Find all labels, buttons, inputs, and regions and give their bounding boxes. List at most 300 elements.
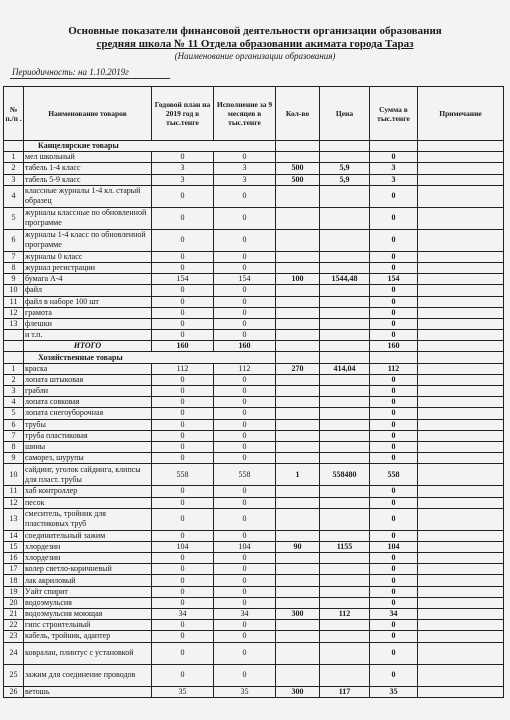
note-cell	[418, 229, 504, 251]
table-row	[4, 541, 504, 552]
item-name-cell: грамота	[24, 307, 152, 318]
execution-cell: 558	[214, 464, 276, 486]
item-name-cell: лопата совковая	[24, 397, 152, 408]
row-number-cell: 12	[4, 497, 24, 508]
note-cell	[418, 330, 504, 341]
sum-cell: 3	[370, 163, 418, 174]
row-number-cell: 9	[4, 453, 24, 464]
execution-cell: 112	[214, 363, 276, 374]
plan-cell: 0	[152, 408, 214, 419]
item-name-cell: сайдинг, уголок сайдинга, клипсы для пласт. трубы	[24, 464, 152, 486]
table-row	[4, 464, 504, 486]
item-name-cell: труба пластиковая	[24, 430, 152, 441]
execution-cell: 0	[214, 575, 276, 586]
note-cell	[418, 586, 504, 597]
execution-cell: 0	[214, 597, 276, 608]
row-number-cell: 20	[4, 597, 24, 608]
item-name-cell: журнал регистрации	[24, 262, 152, 273]
execution-cell: 0	[214, 296, 276, 307]
row-number-cell: 13	[4, 508, 24, 530]
note-cell	[418, 597, 504, 608]
plan-cell: 0	[152, 262, 214, 273]
row-number-cell: 3	[4, 386, 24, 397]
row-number-cell: 10	[4, 285, 24, 296]
table-row	[4, 207, 504, 229]
quantity-cell: 90	[276, 541, 320, 552]
plan-cell: 104	[152, 541, 214, 552]
execution-cell: 0	[214, 330, 276, 341]
execution-cell: 0	[214, 285, 276, 296]
note-cell	[418, 363, 504, 374]
execution-cell: 0	[214, 207, 276, 229]
sum-cell: 0	[370, 296, 418, 307]
organization-caption: (Наименование организации образования)	[174, 51, 336, 61]
price-cell	[320, 296, 370, 307]
plan-cell: 0	[152, 229, 214, 251]
quantity-cell	[276, 262, 320, 273]
table-header-row	[4, 87, 504, 141]
row-number-cell: 11	[4, 296, 24, 307]
execution-cell: 0	[214, 530, 276, 541]
item-name-cell: файл	[24, 285, 152, 296]
row-number-cell: 2	[4, 374, 24, 385]
note-cell	[418, 296, 504, 307]
row-number-cell: 8	[4, 441, 24, 452]
item-name-cell: бумага А-4	[24, 274, 152, 285]
execution-cell: 0	[214, 262, 276, 273]
note-cell	[418, 430, 504, 441]
quantity-cell	[276, 386, 320, 397]
total-row	[4, 341, 504, 352]
price-cell: 1544,48	[320, 274, 370, 285]
quantity-cell	[276, 408, 320, 419]
item-name-cell: краска	[24, 363, 152, 374]
item-name-cell: песок	[24, 497, 152, 508]
note-cell	[418, 163, 504, 174]
row-number-cell	[4, 352, 24, 363]
plan-cell: 0	[152, 575, 214, 586]
row-number-cell: 1	[4, 152, 24, 163]
note-cell	[418, 453, 504, 464]
note-cell	[418, 541, 504, 552]
col-header-plan: Годовой план на 2019 год в тыс.тенге	[152, 87, 214, 141]
row-number-cell	[4, 341, 24, 352]
table-row	[4, 174, 504, 185]
execution-cell: 154	[214, 274, 276, 285]
plan-cell: 0	[152, 251, 214, 262]
price-cell	[320, 664, 370, 686]
table-row	[4, 152, 504, 163]
plan-cell: 0	[152, 330, 214, 341]
execution-cell: 0	[214, 430, 276, 441]
row-number-cell: 12	[4, 307, 24, 318]
price-cell	[320, 374, 370, 385]
quantity-cell	[276, 597, 320, 608]
plan-cell: 0	[152, 152, 214, 163]
col-header-price: Цена	[320, 87, 370, 141]
sum-cell: 154	[370, 274, 418, 285]
note-cell	[418, 397, 504, 408]
price-cell	[320, 586, 370, 597]
execution-cell: 34	[214, 609, 276, 620]
item-name-cell: Уайт спирит	[24, 586, 152, 597]
item-name-cell: лопата штыковая	[24, 374, 152, 385]
note-cell	[418, 441, 504, 452]
price-cell	[320, 642, 370, 664]
table-row	[4, 508, 504, 530]
row-number-cell: 10	[4, 464, 24, 486]
execution-cell: 0	[214, 620, 276, 631]
execution-cell: 3	[214, 163, 276, 174]
plan-cell: 0	[152, 185, 214, 207]
plan-cell: 0	[152, 453, 214, 464]
note-cell	[418, 352, 504, 363]
period-label: Периодичность: на 1.10.2019г	[12, 67, 129, 77]
table-row	[4, 229, 504, 251]
row-number-cell: 9	[4, 274, 24, 285]
row-number-cell: 18	[4, 575, 24, 586]
sum-cell: 0	[370, 564, 418, 575]
plan-cell: 35	[152, 686, 214, 697]
plan-cell: 0	[152, 620, 214, 631]
table-row	[4, 408, 504, 419]
sum-cell: 0	[370, 285, 418, 296]
quantity-cell	[276, 374, 320, 385]
title-line-1: Основные показатели финансовой деятельности организации образования	[68, 25, 442, 37]
row-number-cell: 19	[4, 586, 24, 597]
quantity-cell	[276, 341, 320, 352]
price-cell	[320, 262, 370, 273]
quantity-cell: 300	[276, 686, 320, 697]
price-cell	[320, 419, 370, 430]
item-name-cell: хаб контроллер	[24, 486, 152, 497]
row-number-cell: 6	[4, 419, 24, 430]
sum-cell: 0	[370, 430, 418, 441]
price-cell	[320, 530, 370, 541]
plan-cell: 0	[152, 497, 214, 508]
price-cell	[320, 430, 370, 441]
plan-cell: 160	[152, 341, 214, 352]
item-name-cell: табель 5-9 класс	[24, 174, 152, 185]
col-header-note: Примечание	[418, 87, 504, 141]
row-number-cell: 7	[4, 251, 24, 262]
row-number-cell: 26	[4, 686, 24, 697]
plan-cell: 3	[152, 174, 214, 185]
item-name-cell: ветошь	[24, 686, 152, 697]
price-cell: 414,04	[320, 363, 370, 374]
plan-cell: 34	[152, 609, 214, 620]
quantity-cell	[276, 441, 320, 452]
price-cell	[320, 251, 370, 262]
item-name-cell: соединительный зажим	[24, 530, 152, 541]
table-row	[4, 185, 504, 207]
item-name-cell: ИТОГО	[24, 341, 152, 352]
item-name-cell: кабель, тройник, адаптер	[24, 631, 152, 642]
note-cell	[418, 152, 504, 163]
execution-cell: 0	[214, 397, 276, 408]
quantity-cell	[276, 307, 320, 318]
row-number-cell: 1	[4, 363, 24, 374]
plan-cell: 0	[152, 664, 214, 686]
row-number-cell: 4	[4, 185, 24, 207]
plan-cell: 0	[152, 430, 214, 441]
sum-cell: 35	[370, 686, 418, 697]
quantity-cell	[276, 664, 320, 686]
note-cell	[418, 274, 504, 285]
sum-cell: 0	[370, 486, 418, 497]
price-cell	[320, 397, 370, 408]
sum-cell	[370, 141, 418, 152]
note-cell	[418, 386, 504, 397]
plan-cell: 0	[152, 419, 214, 430]
row-number-cell: 5	[4, 408, 24, 419]
table-row	[4, 262, 504, 273]
plan-cell: 0	[152, 307, 214, 318]
execution-cell: 0	[214, 664, 276, 686]
table-row	[4, 274, 504, 285]
quantity-cell: 100	[276, 274, 320, 285]
quantity-cell	[276, 419, 320, 430]
sum-cell: 0	[370, 374, 418, 385]
row-number-cell	[4, 330, 24, 341]
table-row	[4, 642, 504, 664]
note-cell	[418, 185, 504, 207]
price-cell: 112	[320, 609, 370, 620]
sum-cell: 0	[370, 386, 418, 397]
item-name-cell: хлордезин	[24, 553, 152, 564]
quantity-cell	[276, 497, 320, 508]
price-cell	[320, 341, 370, 352]
plan-cell: 3	[152, 163, 214, 174]
item-name-cell: и т.п.	[24, 330, 152, 341]
price-cell: 117	[320, 686, 370, 697]
price-cell	[320, 441, 370, 452]
quantity-cell	[276, 486, 320, 497]
price-cell	[320, 575, 370, 586]
table-row	[4, 564, 504, 575]
row-number-cell: 8	[4, 262, 24, 273]
col-header-execution: Исполнение за 9 месяцев в тыс.тенге	[214, 87, 276, 141]
quantity-cell	[276, 296, 320, 307]
sum-cell: 0	[370, 207, 418, 229]
item-name-cell: журналы 1-4 класс по обновленной программе	[24, 229, 152, 251]
row-number-cell	[4, 141, 24, 152]
plan-cell: 0	[152, 386, 214, 397]
note-cell	[418, 374, 504, 385]
quantity-cell: 1	[276, 464, 320, 486]
note-cell	[418, 553, 504, 564]
sum-cell: 0	[370, 586, 418, 597]
execution-cell: 0	[214, 318, 276, 329]
item-name-cell: зажим для соединение проводов	[24, 664, 152, 686]
table-row	[4, 575, 504, 586]
quantity-cell: 500	[276, 163, 320, 174]
item-name-cell: журналы 0 класс	[24, 251, 152, 262]
plan-cell: 0	[152, 508, 214, 530]
price-cell	[320, 207, 370, 229]
sum-cell: 0	[370, 397, 418, 408]
row-number-cell: 6	[4, 229, 24, 251]
item-name-cell: грабли	[24, 386, 152, 397]
sum-cell: 558	[370, 464, 418, 486]
execution-cell: 0	[214, 508, 276, 530]
quantity-cell: 300	[276, 609, 320, 620]
quantity-cell	[276, 631, 320, 642]
item-name-cell: классные журналы 1-4 кл. старый образец	[24, 185, 152, 207]
sum-cell: 0	[370, 620, 418, 631]
execution-cell: 0	[214, 586, 276, 597]
execution-cell: 0	[214, 497, 276, 508]
note-cell	[418, 664, 504, 686]
plan-cell: 0	[152, 597, 214, 608]
execution-cell: 0	[214, 564, 276, 575]
table-row	[4, 163, 504, 174]
item-name-cell: лак акриловый	[24, 575, 152, 586]
sum-cell: 0	[370, 185, 418, 207]
price-cell	[320, 386, 370, 397]
sum-cell: 0	[370, 441, 418, 452]
note-cell	[418, 642, 504, 664]
note-cell	[418, 141, 504, 152]
table-row	[4, 285, 504, 296]
row-number-cell: 5	[4, 207, 24, 229]
note-cell	[418, 318, 504, 329]
table-row	[4, 530, 504, 541]
item-name-cell: табель 1-4 класс	[24, 163, 152, 174]
price-cell	[320, 318, 370, 329]
note-cell	[418, 464, 504, 486]
document-title	[0, 25, 510, 51]
note-cell	[418, 620, 504, 631]
plan-cell: 0	[152, 553, 214, 564]
table-row	[4, 397, 504, 408]
sum-cell: 112	[370, 363, 418, 374]
plan-cell: 0	[152, 586, 214, 597]
plan-cell: 0	[152, 296, 214, 307]
row-number-cell: 21	[4, 609, 24, 620]
row-number-cell: 16	[4, 553, 24, 564]
price-cell: 1155	[320, 541, 370, 552]
execution-cell: 0	[214, 631, 276, 642]
price-cell	[320, 631, 370, 642]
table-row	[4, 318, 504, 329]
table-row	[4, 374, 504, 385]
table-row	[4, 586, 504, 597]
execution-cell: 0	[214, 441, 276, 452]
price-cell	[320, 597, 370, 608]
price-cell: 558480	[320, 464, 370, 486]
sum-cell: 0	[370, 307, 418, 318]
execution-cell: 0	[214, 486, 276, 497]
plan-cell: 112	[152, 363, 214, 374]
item-name-cell: ковралан, плинтус с установкой	[24, 642, 152, 664]
sum-cell: 0	[370, 229, 418, 251]
note-cell	[418, 341, 504, 352]
quantity-cell	[276, 152, 320, 163]
sum-cell: 3	[370, 174, 418, 185]
row-number-cell: 3	[4, 174, 24, 185]
item-name-cell: гипс строительный	[24, 620, 152, 631]
price-cell	[320, 152, 370, 163]
sum-cell: 104	[370, 541, 418, 552]
item-name-cell: водоэмульсия моющая	[24, 609, 152, 620]
price-cell	[320, 508, 370, 530]
execution-cell: 0	[214, 553, 276, 564]
row-number-cell: 11	[4, 486, 24, 497]
item-name-cell: файл в наборе 100 шт	[24, 296, 152, 307]
quantity-cell	[276, 207, 320, 229]
note-cell	[418, 631, 504, 642]
quantity-cell	[276, 642, 320, 664]
price-cell	[320, 564, 370, 575]
row-number-cell: 25	[4, 664, 24, 686]
quantity-cell	[276, 620, 320, 631]
item-name-cell: колер светло-коричневый	[24, 564, 152, 575]
row-number-cell: 23	[4, 631, 24, 642]
item-name-cell: трубы	[24, 419, 152, 430]
sum-cell: 0	[370, 631, 418, 642]
execution-cell: 0	[214, 152, 276, 163]
table-row	[4, 620, 504, 631]
price-cell	[320, 229, 370, 251]
execution-cell: 0	[214, 374, 276, 385]
quantity-cell	[276, 185, 320, 207]
quantity-cell	[276, 318, 320, 329]
execution-cell: 0	[214, 185, 276, 207]
section-row	[4, 352, 504, 363]
sum-cell	[370, 352, 418, 363]
sum-cell: 0	[370, 553, 418, 564]
item-name-cell: смеситель, тройник для пластиковых труб	[24, 508, 152, 530]
financial-table	[3, 86, 504, 698]
col-header-quantity: Кол-во	[276, 87, 320, 141]
price-cell	[320, 486, 370, 497]
quantity-cell	[276, 330, 320, 341]
quantity-cell	[276, 453, 320, 464]
sum-cell: 0	[370, 453, 418, 464]
price-cell	[320, 620, 370, 631]
col-header-sum: Сумма в тыс.тенге	[370, 87, 418, 141]
table-row	[4, 363, 504, 374]
quantity-cell	[276, 508, 320, 530]
sum-cell: 0	[370, 419, 418, 430]
note-cell	[418, 609, 504, 620]
sum-cell: 0	[370, 530, 418, 541]
table-row	[4, 553, 504, 564]
execution-cell: 35	[214, 686, 276, 697]
note-cell	[418, 408, 504, 419]
row-number-cell: 4	[4, 397, 24, 408]
execution-cell: 0	[214, 229, 276, 251]
execution-cell: 104	[214, 541, 276, 552]
section-row	[4, 141, 504, 152]
note-cell	[418, 307, 504, 318]
row-number-cell: 7	[4, 430, 24, 441]
execution-cell: 0	[214, 386, 276, 397]
price-cell: 5,9	[320, 163, 370, 174]
price-cell: 5,9	[320, 174, 370, 185]
sum-cell: 0	[370, 597, 418, 608]
plan-cell: 0	[152, 207, 214, 229]
sum-cell: 0	[370, 497, 418, 508]
plan-cell: 0	[152, 530, 214, 541]
note-cell	[418, 285, 504, 296]
table-row	[4, 386, 504, 397]
note-cell	[418, 686, 504, 697]
quantity-cell	[276, 397, 320, 408]
sum-cell: 0	[370, 408, 418, 419]
quantity-cell: 500	[276, 174, 320, 185]
